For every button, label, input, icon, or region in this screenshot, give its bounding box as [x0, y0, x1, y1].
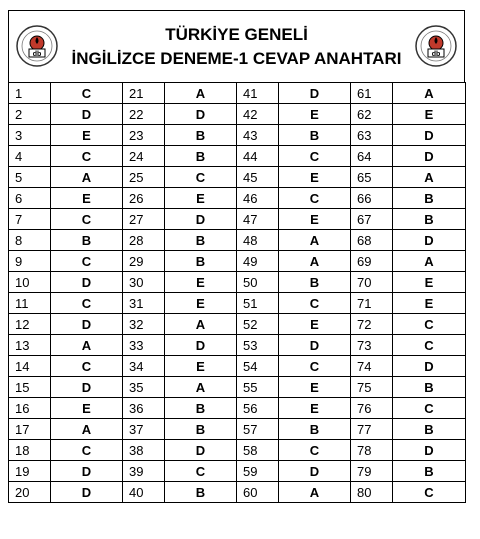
answer-letter: B	[393, 209, 466, 230]
answer-letter: C	[51, 83, 123, 104]
answer-letter: B	[165, 482, 237, 503]
answer-letter: C	[279, 440, 351, 461]
question-number: 24	[123, 146, 165, 167]
answer-letter: B	[165, 398, 237, 419]
question-number: 34	[123, 356, 165, 377]
table-row	[9, 461, 466, 482]
answer-letter: C	[279, 293, 351, 314]
institution-logo	[15, 24, 59, 68]
question-number: 13	[9, 335, 51, 356]
question-number: 7	[9, 209, 51, 230]
question-number: 56	[237, 398, 279, 419]
question-number: 73	[351, 335, 393, 356]
answer-letter: C	[393, 335, 466, 356]
header	[8, 10, 465, 82]
answer-letter: B	[165, 419, 237, 440]
table-row	[9, 272, 466, 293]
answer-letter: D	[393, 356, 466, 377]
answer-letter: A	[51, 167, 123, 188]
table-row	[9, 482, 466, 503]
answer-letter: E	[279, 167, 351, 188]
question-number: 74	[351, 356, 393, 377]
answer-letter: A	[279, 230, 351, 251]
question-number: 14	[9, 356, 51, 377]
answer-letter: D	[279, 461, 351, 482]
question-number: 65	[351, 167, 393, 188]
question-number: 57	[237, 419, 279, 440]
question-number: 8	[9, 230, 51, 251]
question-number: 32	[123, 314, 165, 335]
answer-letter: B	[393, 461, 466, 482]
question-number: 53	[237, 335, 279, 356]
question-number: 15	[9, 377, 51, 398]
answer-letter: D	[165, 335, 237, 356]
question-number: 23	[123, 125, 165, 146]
answer-letter: E	[393, 293, 466, 314]
answer-letter: B	[165, 146, 237, 167]
question-number: 38	[123, 440, 165, 461]
question-number: 31	[123, 293, 165, 314]
answer-letter: E	[51, 125, 123, 146]
question-number: 17	[9, 419, 51, 440]
question-number: 41	[237, 83, 279, 104]
table-row	[9, 356, 466, 377]
question-number: 18	[9, 440, 51, 461]
question-number: 42	[237, 104, 279, 125]
question-number: 59	[237, 461, 279, 482]
question-number: 11	[9, 293, 51, 314]
answer-letter: E	[165, 356, 237, 377]
question-number: 67	[351, 209, 393, 230]
question-number: 21	[123, 83, 165, 104]
answer-letter: A	[393, 167, 466, 188]
table-row	[9, 230, 466, 251]
question-number: 28	[123, 230, 165, 251]
answer-letter: D	[279, 83, 351, 104]
answer-letter: C	[51, 209, 123, 230]
question-number: 20	[9, 482, 51, 503]
answer-letter: E	[279, 398, 351, 419]
answer-letter: D	[51, 314, 123, 335]
question-number: 70	[351, 272, 393, 293]
answer-letter: E	[393, 272, 466, 293]
table-row	[9, 104, 466, 125]
svg-text:db: db	[431, 51, 441, 58]
answer-letter: D	[393, 440, 466, 461]
answer-letter: E	[279, 377, 351, 398]
answer-letter: C	[393, 314, 466, 335]
question-number: 50	[237, 272, 279, 293]
question-number: 19	[9, 461, 51, 482]
question-number: 27	[123, 209, 165, 230]
answer-letter: C	[165, 167, 237, 188]
question-number: 4	[9, 146, 51, 167]
institution-logo	[414, 24, 458, 68]
answer-letter: A	[51, 419, 123, 440]
answer-letter: E	[279, 314, 351, 335]
answer-letter: D	[51, 272, 123, 293]
answer-letter: E	[165, 293, 237, 314]
answer-letter: B	[165, 125, 237, 146]
question-number: 47	[237, 209, 279, 230]
answer-letter: B	[165, 230, 237, 251]
table-row	[9, 314, 466, 335]
question-number: 26	[123, 188, 165, 209]
question-number: 60	[237, 482, 279, 503]
answer-letter: C	[279, 146, 351, 167]
question-number: 69	[351, 251, 393, 272]
answer-letter: D	[279, 335, 351, 356]
table-row	[9, 209, 466, 230]
question-number: 76	[351, 398, 393, 419]
answer-letter: B	[279, 125, 351, 146]
question-number: 54	[237, 356, 279, 377]
table-row	[9, 398, 466, 419]
answer-letter: C	[279, 356, 351, 377]
question-number: 46	[237, 188, 279, 209]
answer-letter: E	[279, 209, 351, 230]
title-line-2: İNGİLİZCE DENEME-1 CEVAP ANAHTARI	[71, 49, 402, 68]
question-number: 52	[237, 314, 279, 335]
svg-text:db: db	[32, 51, 42, 58]
answer-letter: C	[279, 188, 351, 209]
table-row	[9, 125, 466, 146]
answer-letter: D	[165, 209, 237, 230]
answer-letter: A	[279, 482, 351, 503]
answer-letter: D	[51, 377, 123, 398]
page-title	[65, 23, 408, 71]
answer-letter: E	[165, 188, 237, 209]
question-number: 37	[123, 419, 165, 440]
question-number: 40	[123, 482, 165, 503]
question-number: 43	[237, 125, 279, 146]
answer-letter: A	[165, 377, 237, 398]
question-number: 78	[351, 440, 393, 461]
question-number: 51	[237, 293, 279, 314]
question-number: 55	[237, 377, 279, 398]
question-number: 66	[351, 188, 393, 209]
answer-letter: D	[165, 104, 237, 125]
answer-letter: A	[393, 251, 466, 272]
question-number: 44	[237, 146, 279, 167]
question-number: 45	[237, 167, 279, 188]
answer-letter: C	[51, 356, 123, 377]
question-number: 36	[123, 398, 165, 419]
question-number: 16	[9, 398, 51, 419]
answer-letter: E	[51, 188, 123, 209]
question-number: 33	[123, 335, 165, 356]
question-number: 68	[351, 230, 393, 251]
answer-letter: A	[393, 83, 466, 104]
table-row	[9, 377, 466, 398]
title-line-1: TÜRKİYE GENELİ	[165, 25, 308, 44]
question-number: 6	[9, 188, 51, 209]
answer-letter: C	[51, 251, 123, 272]
question-number: 77	[351, 419, 393, 440]
answer-letter: E	[393, 104, 466, 125]
question-number: 79	[351, 461, 393, 482]
answer-letter: B	[51, 230, 123, 251]
answer-letter: B	[165, 251, 237, 272]
answer-key-sheet	[8, 10, 465, 503]
table-row	[9, 419, 466, 440]
answer-letter: D	[51, 104, 123, 125]
answer-letter: D	[393, 125, 466, 146]
question-number: 12	[9, 314, 51, 335]
answer-letter: C	[165, 461, 237, 482]
table-row	[9, 251, 466, 272]
answer-letter: D	[165, 440, 237, 461]
table-row	[9, 167, 466, 188]
answer-letter: E	[165, 272, 237, 293]
question-number: 64	[351, 146, 393, 167]
answer-letter: B	[393, 188, 466, 209]
answer-letter: A	[51, 335, 123, 356]
question-number: 35	[123, 377, 165, 398]
question-number: 2	[9, 104, 51, 125]
answer-letter: B	[279, 419, 351, 440]
question-number: 49	[237, 251, 279, 272]
question-number: 62	[351, 104, 393, 125]
question-number: 58	[237, 440, 279, 461]
question-number: 9	[9, 251, 51, 272]
question-number: 61	[351, 83, 393, 104]
answer-letter: E	[279, 104, 351, 125]
answer-letter: A	[165, 314, 237, 335]
answer-letter: C	[393, 482, 466, 503]
answer-letter: A	[279, 251, 351, 272]
answer-letter: C	[51, 146, 123, 167]
answer-key-table	[8, 82, 466, 503]
question-number: 3	[9, 125, 51, 146]
table-row	[9, 188, 466, 209]
table-row	[9, 440, 466, 461]
question-number: 72	[351, 314, 393, 335]
question-number: 22	[123, 104, 165, 125]
table-row	[9, 146, 466, 167]
question-number: 71	[351, 293, 393, 314]
question-number: 39	[123, 461, 165, 482]
answer-letter: A	[165, 83, 237, 104]
table-row	[9, 83, 466, 104]
table-row	[9, 335, 466, 356]
answer-letter: B	[393, 377, 466, 398]
table-row	[9, 293, 466, 314]
answer-letter: C	[393, 398, 466, 419]
answer-letter: D	[393, 146, 466, 167]
question-number: 48	[237, 230, 279, 251]
question-number: 80	[351, 482, 393, 503]
question-number: 30	[123, 272, 165, 293]
answer-letter: C	[51, 293, 123, 314]
question-number: 29	[123, 251, 165, 272]
answer-letter: C	[51, 440, 123, 461]
answer-letter: D	[393, 230, 466, 251]
answer-letter: B	[279, 272, 351, 293]
question-number: 75	[351, 377, 393, 398]
answer-letter: B	[393, 419, 466, 440]
answer-letter: D	[51, 461, 123, 482]
question-number: 10	[9, 272, 51, 293]
question-number: 25	[123, 167, 165, 188]
answer-letter: E	[51, 398, 123, 419]
question-number: 1	[9, 83, 51, 104]
question-number: 63	[351, 125, 393, 146]
question-number: 5	[9, 167, 51, 188]
answer-letter: D	[51, 482, 123, 503]
